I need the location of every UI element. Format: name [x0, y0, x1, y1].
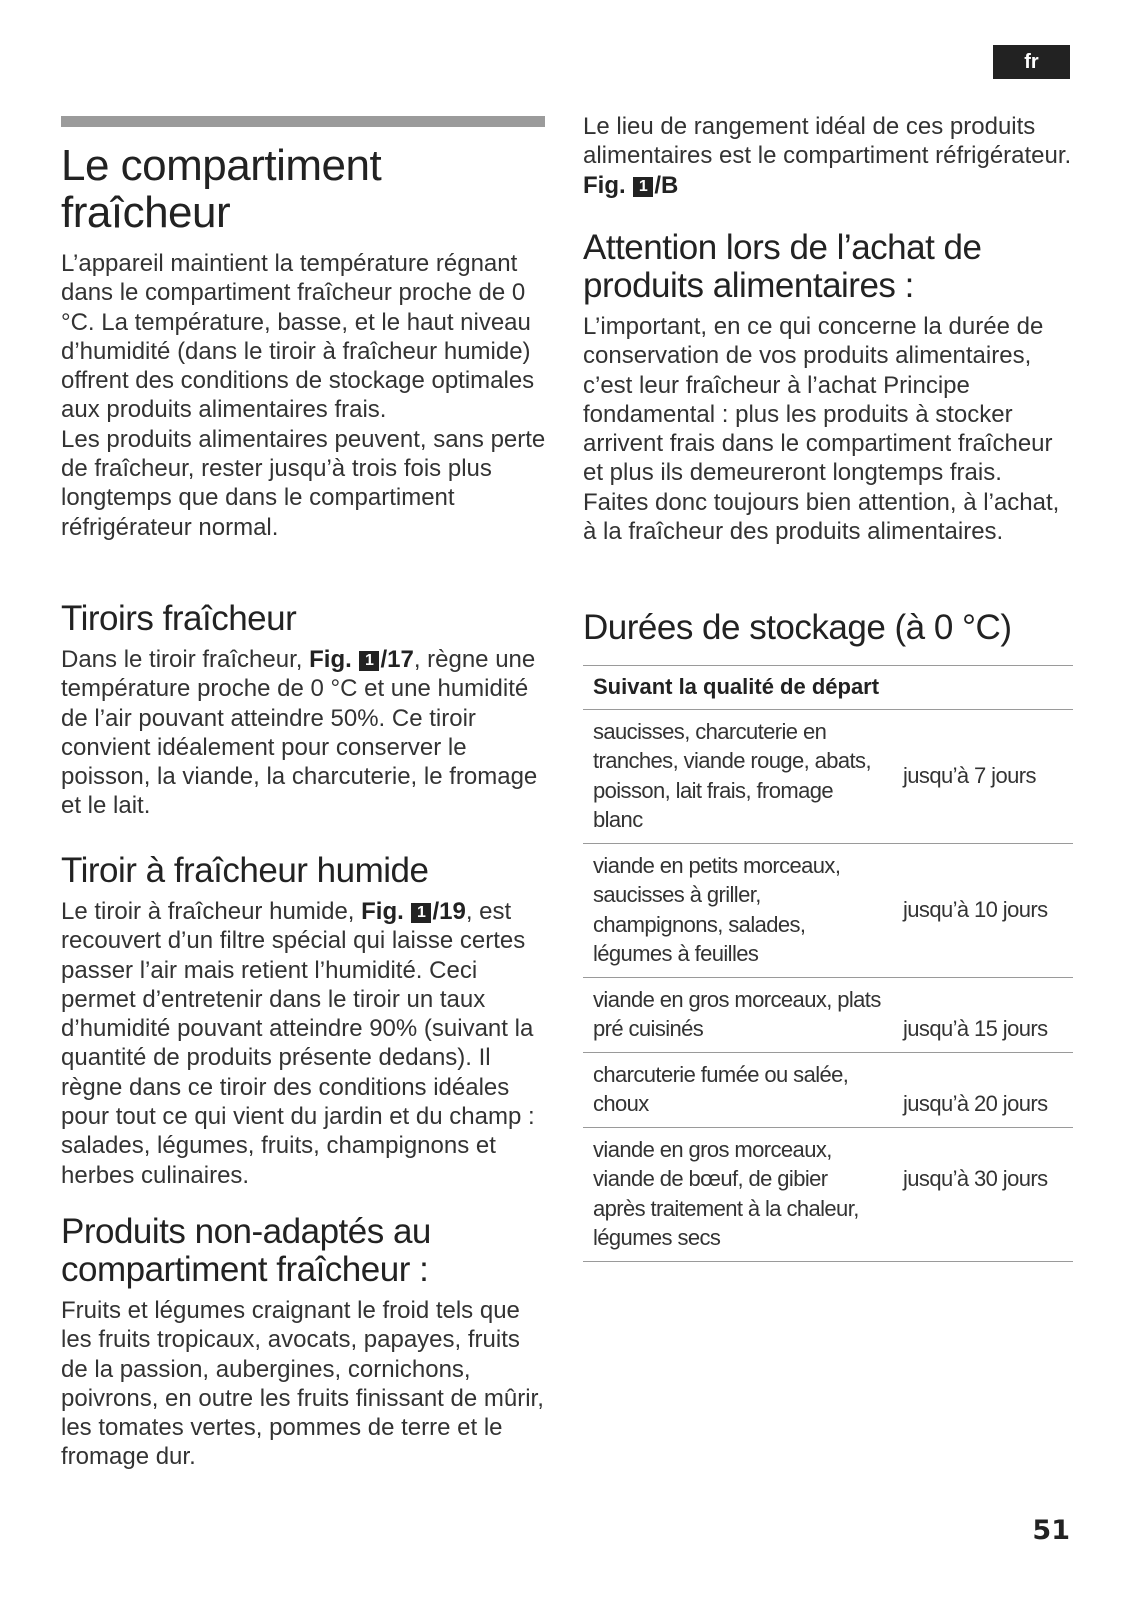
table-cell-items: viande en petits morceaux, saucisses à griller, champignons, salades, légumes à feuilles: [583, 843, 893, 977]
lieu-section: [583, 112, 1073, 200]
table-row: [583, 1127, 1073, 1261]
figure-reference: Fig. 1 /19: [361, 898, 466, 925]
figure-number-box: 1: [411, 903, 431, 923]
humide-paragraph: Le tiroir à fraîcheur humide, Fig. 1 /19, est recouvert d’un filtre spécial qui laisse certes passer l’air mais retient l’humidité. Ceci permet d’entretenir dans le tiroir un taux d’humidité pouvant atteindre 90% (suivant la quantité de produits présente dedans). Il règne dans ce tiroir des conditions idéales pour tout ce qui vient du jardin et du champ : salades, légumes, fruits, champignons et herbes culinaires.: [61, 898, 535, 1189]
tiroirs-heading: Tiroirs fraîcheur: [61, 599, 297, 638]
attention-heading: Attention lors de l’achat de produits alimentaires :: [583, 228, 982, 305]
page-number: 51: [1032, 1515, 1070, 1546]
table-cell-items: charcuterie fumée ou salée, choux: [583, 1052, 893, 1127]
humide-section: [61, 852, 551, 1190]
table-row: [583, 1052, 1073, 1127]
durees-heading: Durées de stockage (à 0 °C): [583, 608, 1012, 647]
figure-number-box: 1: [359, 651, 379, 671]
intro-section: [61, 249, 551, 542]
non-adaptes-paragraph: Fruits et légumes craignant le froid tels que les fruits tropicaux, avocats, papayes, fruits de la passion, aubergines, cornichons, poivrons, en outre les fruits finissant de mûrir, les tomates vertes, pommes de terre et le fromage dur.: [61, 1297, 544, 1471]
table-header: Suivant la qualité de départ: [583, 666, 1073, 710]
figure-number-box: 1: [633, 177, 653, 197]
figure-reference: Fig. 1 /17: [309, 646, 414, 673]
figure-reference: Fig. 1 /B: [583, 171, 679, 199]
table-cell-duration: jusqu’à 10 jours: [893, 843, 1073, 977]
storage-duration-table: [583, 665, 1073, 1262]
page-title: Le compartiment fraîcheur: [61, 141, 382, 237]
durees-section: [583, 609, 1073, 654]
attention-section: [583, 229, 1073, 546]
table-cell-duration: jusqu’à 7 jours: [893, 709, 1073, 843]
section-top-rule: [61, 116, 545, 127]
tiroirs-paragraph: Dans le tiroir fraîcheur, Fig. 1 /17, règne une température proche de 0 °C et une humidité de l’air pouvant atteindre 50%. Ce tiroir convient idéalement pour conserver le poisson, la viande, la charcuterie, le fromage et le lait.: [61, 646, 538, 820]
table-cell-duration: jusqu’à 30 jours: [893, 1127, 1073, 1261]
table-cell-items: saucisses, charcuterie en tranches, viande rouge, abats, poisson, lait frais, fromage blanc: [583, 709, 893, 843]
lieu-paragraph: Le lieu de rangement idéal de ces produits alimentaires est le compartiment réfrigérateur. Fig. 1 /B: [583, 113, 1072, 199]
table-row: [583, 977, 1073, 1052]
table-header-row: [583, 666, 1073, 710]
table-cell-items: viande en gros morceaux, plats pré cuisinés: [583, 977, 893, 1052]
tiroirs-section: [61, 600, 551, 821]
attention-paragraph: L’important, en ce qui concerne la durée de conservation de vos produits alimentaires, c’est leur fraîcheur à l’achat Principe fondamental : plus les produits à stocker arrivent frais dans le compartiment fraîcheur et plus ils demeureront longtemps frais. Faites donc toujours bien attention, à l’achat, à la fraîcheur des produits alimentaires.: [583, 313, 1060, 546]
humide-heading: Tiroir à fraîcheur humide: [61, 851, 429, 890]
table-cell-items: viande en gros morceaux, viande de bœuf, de gibier après traitement à la chaleur, légumes secs: [583, 1127, 893, 1261]
intro-paragraph-2: Les produits alimentaires peuvent, sans perte de fraîcheur, rester jusqu’à trois fois plus longtemps que dans le compartiment réfrigérateur normal.: [61, 425, 546, 541]
intro-paragraph: L’appareil maintient la température régnant dans le compartiment fraîcheur proche de 0 °C. La température, basse, et le haut niveau d’humidité (dans le tiroir à fraîcheur humide) offrent des conditions de stockage optimales aux produits alimentaires frais.: [61, 250, 535, 424]
table-cell-duration: jusqu’à 15 jours: [893, 977, 1073, 1052]
non-adaptes-heading: Produits non-adaptés au compartiment fraîcheur :: [61, 1212, 431, 1289]
table-row: [583, 709, 1073, 843]
language-badge: fr: [993, 45, 1070, 79]
table-cell-duration: jusqu’à 20 jours: [893, 1052, 1073, 1127]
table-row: [583, 843, 1073, 977]
non-adaptes-section: [61, 1213, 551, 1472]
